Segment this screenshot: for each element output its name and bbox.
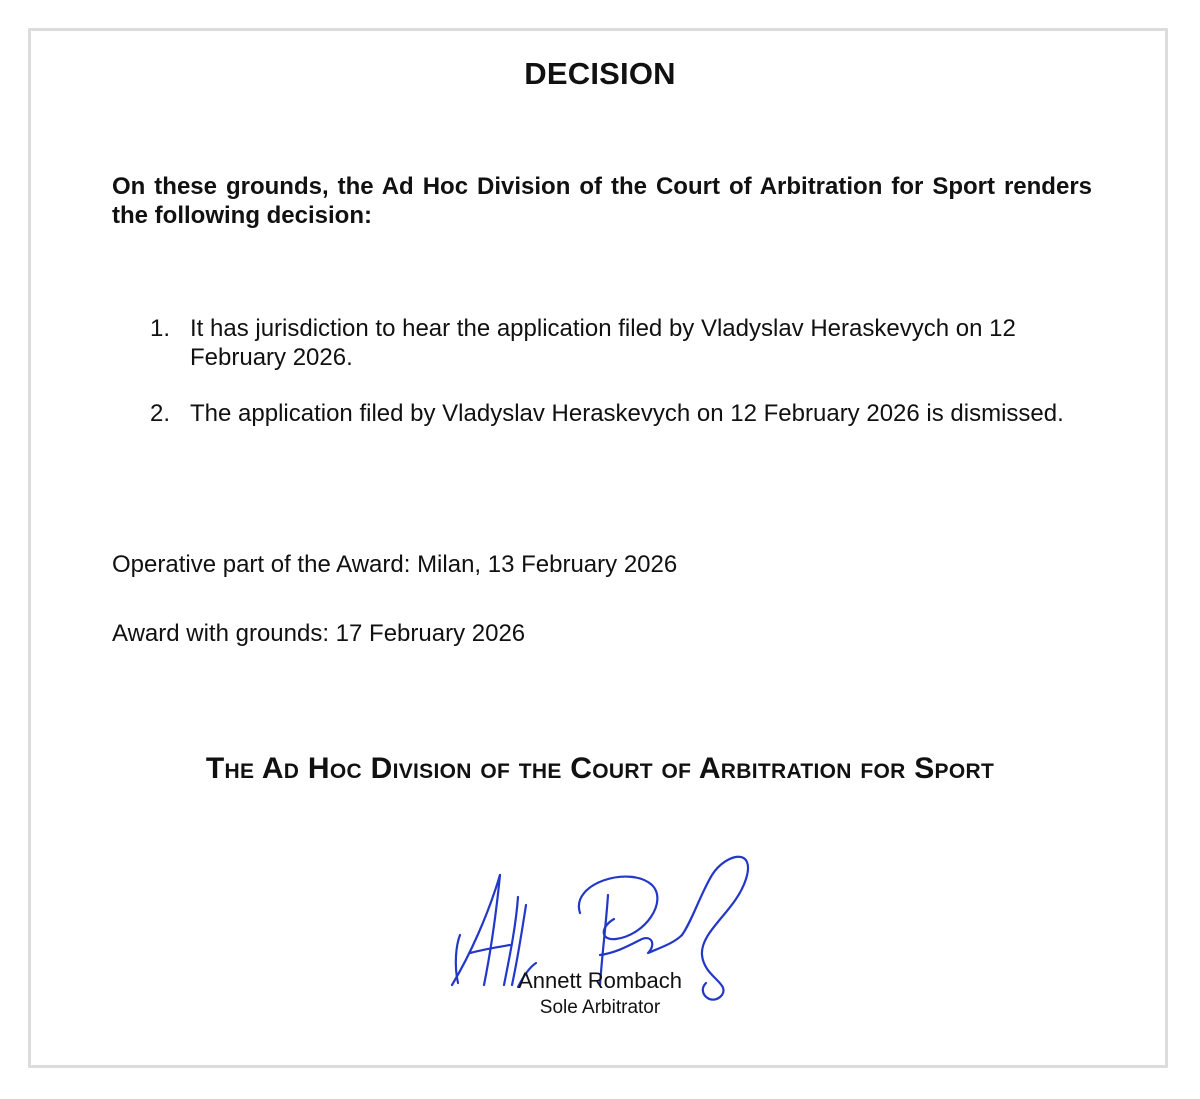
award-with-grounds-line: Award with grounds: 17 February 2026 xyxy=(112,620,526,647)
operative-part-line: Operative part of the Award: Milan, 13 February 2026 xyxy=(112,551,678,578)
signer-role: Sole Arbitrator xyxy=(539,997,661,1018)
decision-heading: DECISION xyxy=(524,56,676,91)
intro-paragraph: On these grounds, the Ad Hoc Division of the Court of Arbitration for Sport renders the following decision: xyxy=(112,173,1092,229)
item-number: 1. xyxy=(150,315,171,342)
decision-list xyxy=(112,314,1092,455)
item-number: 2. xyxy=(150,400,171,427)
signer-name: Annett Rombach xyxy=(518,968,682,993)
decision-item-2 xyxy=(112,399,1092,428)
division-title: The Ad Hoc Division of the Court of Arbitration for Sport xyxy=(205,752,995,785)
item-text: The application filed by Vladyslav Heraskevych on 12 February 2026 is dismissed. xyxy=(190,400,1064,427)
item-text: It has jurisdiction to hear the application filed by Vladyslav Heraskevych on 12 February 2026. xyxy=(190,315,1016,371)
decision-item-1 xyxy=(112,314,1092,372)
